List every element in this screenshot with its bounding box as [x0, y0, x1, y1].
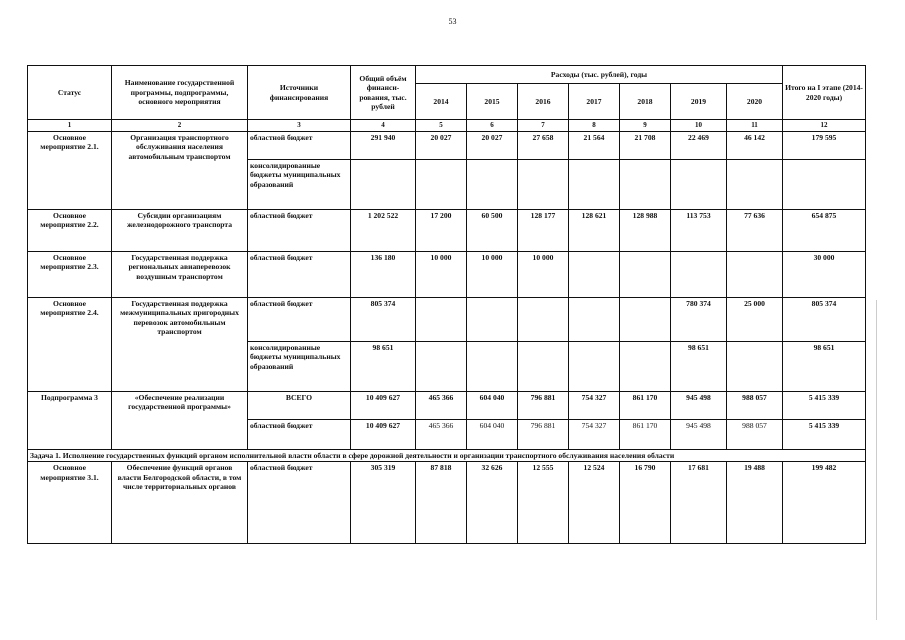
year-cell: 12 555 — [518, 462, 569, 544]
column-numbers-row — [28, 120, 866, 132]
year-cell — [727, 251, 783, 297]
year-cell: 10 000 — [518, 251, 569, 297]
year-cell — [416, 159, 467, 209]
year-cell: 22 469 — [671, 131, 727, 159]
year-cell: 19 488 — [727, 462, 783, 544]
name-cell: Государственная поддержка межмуниципальных пригородных перевозок автомобильным транспортом — [112, 297, 248, 391]
year-cell — [671, 251, 727, 297]
year-cell: 988 057 — [727, 391, 783, 419]
col-number: 5 — [416, 120, 467, 132]
year-cell — [727, 159, 783, 209]
year-cell — [569, 159, 620, 209]
col-number: 7 — [518, 120, 569, 132]
year-cell: 796 881 — [518, 391, 569, 419]
source-cell: консолидированные бюджеты муниципальных образований — [248, 341, 351, 391]
year-cell: 46 142 — [727, 131, 783, 159]
year-cell: 17 681 — [671, 462, 727, 544]
col-number: 8 — [569, 120, 620, 132]
header-year: 2015 — [467, 84, 518, 120]
table-row — [28, 209, 866, 251]
table-row — [28, 462, 866, 544]
itogo-cell: 179 595 — [783, 131, 866, 159]
table-row — [28, 251, 866, 297]
year-cell — [569, 297, 620, 341]
total-cell: 10 409 627 — [351, 391, 416, 419]
source-cell: ВСЕГО — [248, 391, 351, 419]
total-cell: 98 651 — [351, 341, 416, 391]
name-cell: Субсидии организациям железнодорожного транспорта — [112, 209, 248, 251]
task-row — [28, 449, 866, 461]
year-cell — [671, 159, 727, 209]
year-cell: 604 040 — [467, 391, 518, 419]
table-row — [28, 131, 866, 159]
source-cell: консолидированные бюджеты муниципальных образований — [248, 159, 351, 209]
year-cell — [416, 297, 467, 341]
status-cell: Основное мероприятие 2.3. — [28, 251, 112, 297]
year-cell: 25 000 — [727, 297, 783, 341]
year-cell: 87 818 — [416, 462, 467, 544]
col-number: 1 — [28, 120, 112, 132]
status-cell: Основное мероприятие 2.4. — [28, 297, 112, 391]
header-total: Общий объём финанси-рования, тыс. рублей — [351, 66, 416, 120]
status-cell: Основное мероприятие 2.1. — [28, 131, 112, 209]
year-cell: 988 057 — [727, 419, 783, 449]
year-cell — [727, 341, 783, 391]
itogo-cell: 5 415 339 — [783, 419, 866, 449]
year-cell: 128 177 — [518, 209, 569, 251]
total-cell: 1 202 522 — [351, 209, 416, 251]
task-text: Задача 1. Исполнение государственных функций органом исполнительной власти области в сфере дорожной деятельности и организации транспортного обслуживания населения области — [28, 449, 866, 461]
year-cell: 77 636 — [727, 209, 783, 251]
total-cell: 291 940 — [351, 131, 416, 159]
status-cell: Основное мероприятие 3.1. — [28, 462, 112, 544]
header-name: Наименование государственной программы, подпрограммы, основного мероприятия — [112, 66, 248, 120]
year-cell: 20 027 — [467, 131, 518, 159]
itogo-cell: 30 000 — [783, 251, 866, 297]
year-cell: 945 498 — [671, 419, 727, 449]
year-cell: 754 327 — [569, 419, 620, 449]
year-cell: 113 753 — [671, 209, 727, 251]
col-number: 3 — [248, 120, 351, 132]
year-cell: 27 658 — [518, 131, 569, 159]
itogo-cell: 654 875 — [783, 209, 866, 251]
year-cell — [569, 251, 620, 297]
header-year: 2019 — [671, 84, 727, 120]
name-cell: Организация транспортного обслуживания населения автомобильным транспортом — [112, 131, 248, 209]
year-cell: 861 170 — [620, 419, 671, 449]
total-cell: 10 409 627 — [351, 419, 416, 449]
year-cell — [620, 251, 671, 297]
year-cell: 754 327 — [569, 391, 620, 419]
table-row — [28, 297, 866, 341]
year-cell: 465 366 — [416, 419, 467, 449]
year-cell: 60 500 — [467, 209, 518, 251]
header-status: Статус — [28, 66, 112, 120]
year-cell: 20 027 — [416, 131, 467, 159]
budget-table — [27, 65, 866, 544]
header-year: 2020 — [727, 84, 783, 120]
total-cell: 136 180 — [351, 251, 416, 297]
name-cell: Государственная поддержка региональных авиаперевозок воздушным транспортом — [112, 251, 248, 297]
header-year: 2016 — [518, 84, 569, 120]
year-cell: 465 366 — [416, 391, 467, 419]
status-cell: Основное мероприятие 2.2. — [28, 209, 112, 251]
source-cell: областной бюджет — [248, 131, 351, 159]
col-number: 9 — [620, 120, 671, 132]
total-cell: 805 374 — [351, 297, 416, 341]
year-cell: 796 881 — [518, 419, 569, 449]
col-number: 2 — [112, 120, 248, 132]
year-cell: 861 170 — [620, 391, 671, 419]
year-cell — [416, 341, 467, 391]
year-cell: 128 988 — [620, 209, 671, 251]
header-expenses: Расходы (тыс. рублей), годы — [416, 66, 783, 84]
total-cell — [351, 159, 416, 209]
year-cell: 128 621 — [569, 209, 620, 251]
header-itogo: Итого на I этапе (2014-2020 годы) — [783, 66, 866, 120]
year-cell: 780 374 — [671, 297, 727, 341]
year-cell — [467, 297, 518, 341]
itogo-cell — [783, 159, 866, 209]
page-number: 53 — [448, 17, 457, 26]
year-cell: 98 651 — [671, 341, 727, 391]
year-cell: 10 000 — [416, 251, 467, 297]
total-cell: 305 319 — [351, 462, 416, 544]
year-cell: 32 626 — [467, 462, 518, 544]
year-cell — [467, 341, 518, 391]
itogo-cell: 805 374 — [783, 297, 866, 341]
name-cell: Обеспечение функций органов власти Белгородской области, в том числе территориальных органов — [112, 462, 248, 544]
year-cell: 12 524 — [569, 462, 620, 544]
page-edge-line — [876, 300, 877, 620]
year-cell: 945 498 — [671, 391, 727, 419]
year-cell — [467, 159, 518, 209]
year-cell: 21 708 — [620, 131, 671, 159]
source-cell: областной бюджет — [248, 419, 351, 449]
col-number: 4 — [351, 120, 416, 132]
year-cell — [620, 341, 671, 391]
header-year: 2018 — [620, 84, 671, 120]
year-cell: 17 200 — [416, 209, 467, 251]
itogo-cell: 5 415 339 — [783, 391, 866, 419]
col-number: 11 — [727, 120, 783, 132]
col-number: 10 — [671, 120, 727, 132]
year-cell: 21 564 — [569, 131, 620, 159]
col-number: 12 — [783, 120, 866, 132]
table-row — [28, 391, 866, 419]
year-cell — [620, 297, 671, 341]
year-cell — [518, 341, 569, 391]
year-cell — [569, 341, 620, 391]
itogo-cell: 199 482 — [783, 462, 866, 544]
col-number: 6 — [467, 120, 518, 132]
header-year: 2017 — [569, 84, 620, 120]
year-cell: 604 040 — [467, 419, 518, 449]
status-cell: Подпрограмма 3 — [28, 391, 112, 449]
source-cell: областной бюджет — [248, 462, 351, 544]
source-cell: областной бюджет — [248, 251, 351, 297]
name-cell: «Обеспечение реализации государственной программы» — [112, 391, 248, 449]
source-cell: областной бюджет — [248, 297, 351, 341]
source-cell: областной бюджет — [248, 209, 351, 251]
year-cell: 16 790 — [620, 462, 671, 544]
year-cell — [620, 159, 671, 209]
year-cell: 10 000 — [467, 251, 518, 297]
year-cell — [518, 159, 569, 209]
itogo-cell: 98 651 — [783, 341, 866, 391]
year-cell — [518, 297, 569, 341]
header-year: 2014 — [416, 84, 467, 120]
header-sources: Источники финансирования — [248, 66, 351, 120]
